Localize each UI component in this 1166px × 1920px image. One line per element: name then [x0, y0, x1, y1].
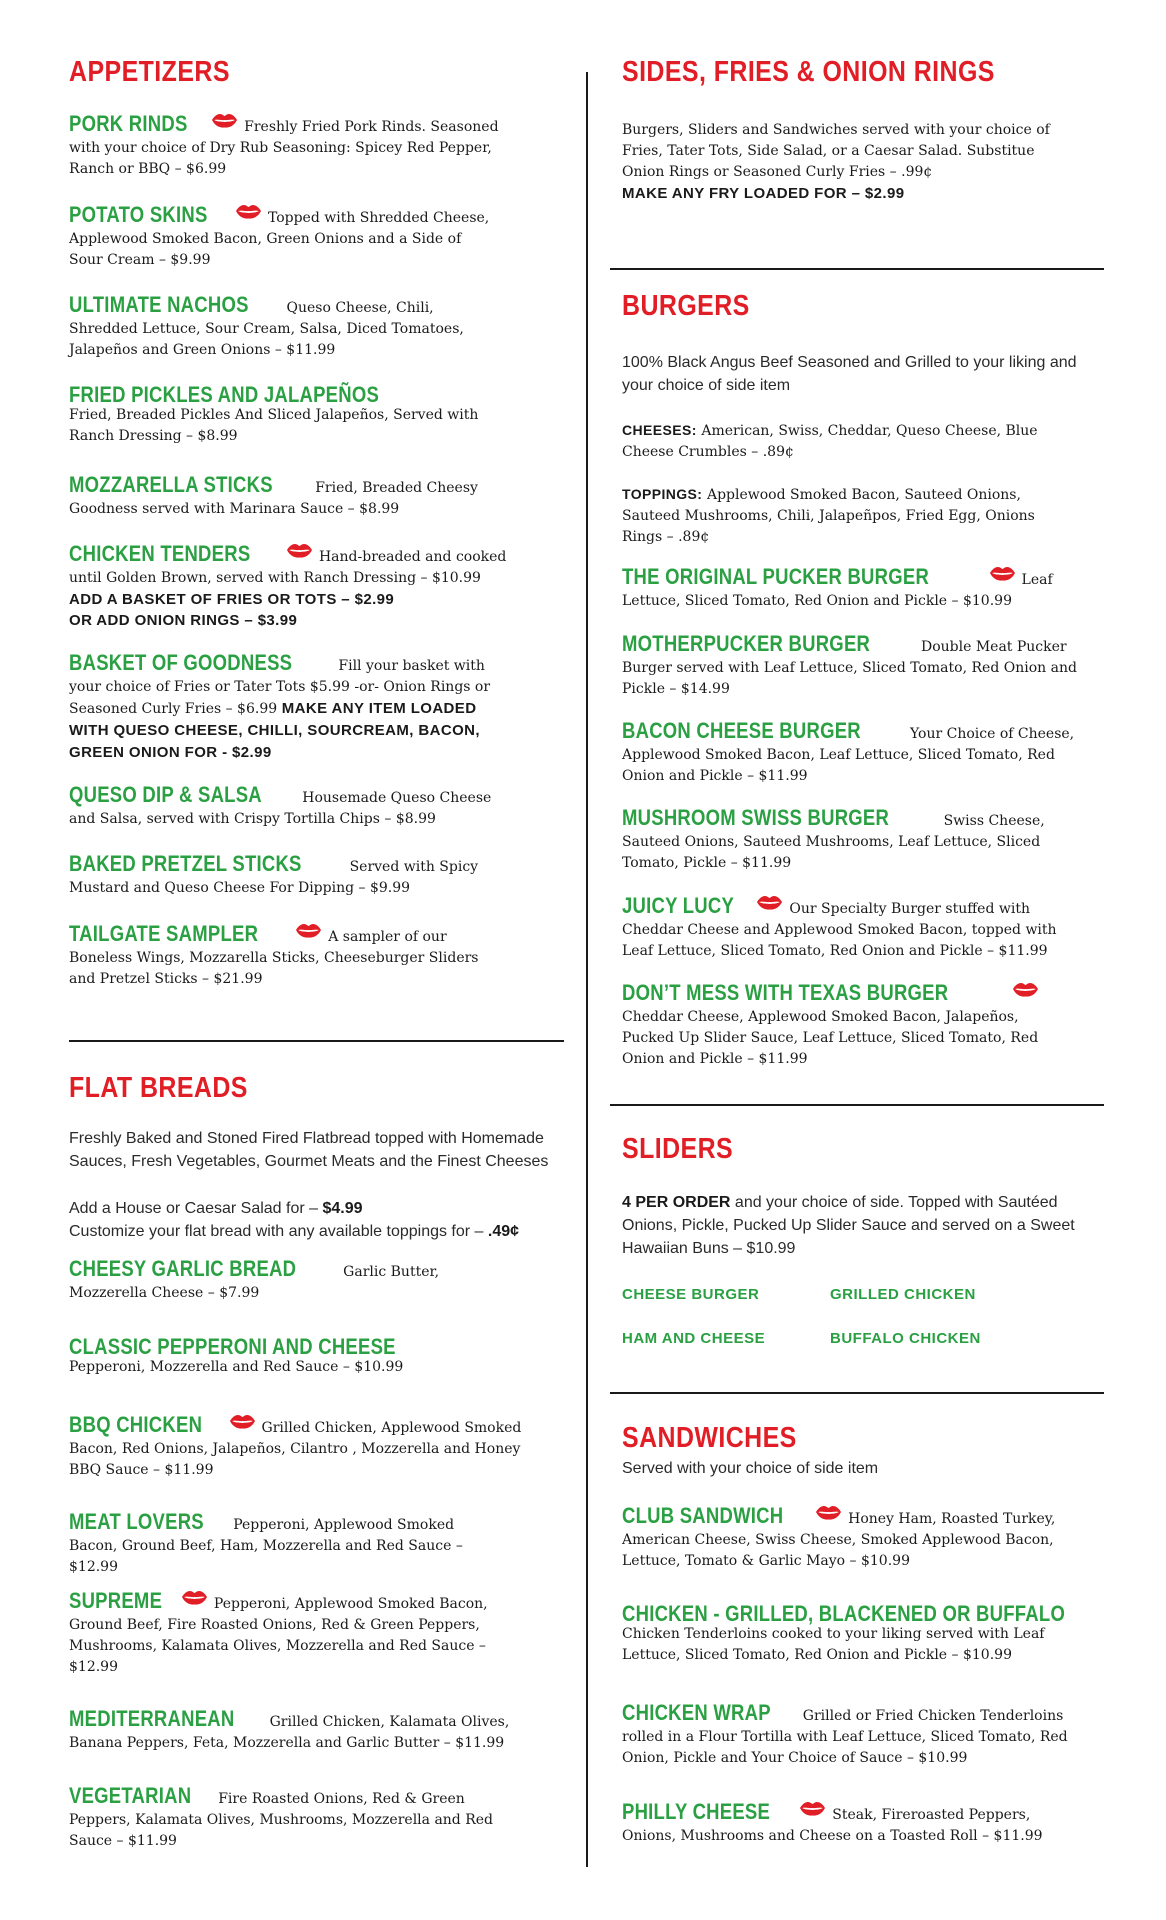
menu-item-meat-lovers	[69, 1511, 499, 1578]
lips-icon	[815, 1504, 842, 1521]
flatbreads-salad-addon	[69, 1197, 549, 1220]
item-name: MEAT LOVERS	[69, 1509, 204, 1534]
salad-addon-text: Add a House or Caesar Salad for –	[69, 1200, 323, 1217]
sandwiches-heading: SANDWICHES	[622, 1422, 797, 1454]
menu-item-dont-mess-with-texas	[622, 981, 1062, 1070]
lips-icon	[1012, 981, 1039, 998]
item-desc: A sampler of our Boneless Wings, Mozzarella Sticks, Cheeseburger Sliders and Pretzel Sticks – $21.99	[69, 929, 479, 987]
item-desc: Grilled or Fried Chicken Tenderloins rolled in a Flour Tortilla with Leaf Lettuce, Sliced Tomato, Red Onion, Pickle and Your Choice of Sauce – $10.99	[622, 1708, 1068, 1766]
item-desc: Grilled Chicken, Applewood Smoked Bacon, Red Onions, Jalapeños, Cilantro , Mozzerella and Honey BBQ Sauce – $11.99	[69, 1420, 522, 1478]
lips-icon	[989, 565, 1016, 582]
slider-option-ham-and-cheese: HAM AND CHEESE	[622, 1330, 766, 1347]
sliders-desc: and your choice of side. Topped with Sautéed Onions, Pickle, Pucked Up Slider Sauce and served on a Sweet Hawaiian Buns – $10.99	[622, 1194, 1075, 1257]
item-name: MUSHROOM SWISS BURGER	[622, 805, 890, 830]
item-name: VEGETARIAN	[69, 1783, 192, 1808]
item-name: PHILLY CHEESE	[622, 1799, 771, 1824]
menu-item-juicy-lucy	[622, 894, 1082, 962]
burgers-toppings	[622, 484, 1042, 548]
slider-option-cheese-burger: CHEESE BURGER	[622, 1286, 760, 1303]
item-name: ULTIMATE NACHOS	[69, 292, 249, 317]
lips-icon	[229, 1413, 256, 1430]
sides-loaded: MAKE ANY FRY LOADED FOR – $2.99	[622, 185, 905, 202]
flatbreads-heading: FLAT BREADS	[69, 1072, 248, 1104]
item-name: FRIED PICKLES AND JALAPEÑOS	[69, 382, 380, 407]
menu-item-classic-pepperoni	[69, 1336, 499, 1378]
item-desc: Topped with Shredded Cheese, Applewood Smoked Bacon, Green Onions and a Side of Sour Cream – $9.99	[69, 210, 490, 268]
item-name: TAILGATE SAMPLER	[69, 921, 259, 946]
item-name: PORK RINDS	[69, 111, 188, 136]
item-desc: Cheddar Cheese, Applewood Smoked Bacon, Jalapeños, Pucked Up Slider Sauce, Leaf Lettuce, Sliced Tomato, Red Onion and Pickle – $11.99	[622, 1009, 1039, 1067]
sides-desc: Burgers, Sliders and Sandwiches served with your choice of Fries, Tater Tots, Side Salad, or a Caesar Salad. Substitue Onion Rings or Seasoned Curly Fries – .99¢	[622, 122, 1050, 180]
item-name: POTATO SKINS	[69, 202, 208, 227]
item-desc: Swiss Cheese, Sauteed Onions, Sauteed Mushrooms, Leaf Lettuce, Sliced Tomato, Pickle – $11.99	[622, 813, 1045, 871]
sandwiches-intro: Served with your choice of side item	[622, 1460, 879, 1477]
menu-item-potato-skins	[69, 203, 499, 271]
item-name: CHICKEN TENDERS	[69, 541, 251, 566]
lips-icon	[756, 894, 783, 911]
item-desc: Fried, Breaded Pickles And Sliced Jalapeños, Served with Ranch Dressing – $8.99	[69, 407, 479, 444]
lips-icon	[799, 1800, 826, 1817]
item-desc: Chicken Tenderloins cooked to your liking served with Leaf Lettuce, Sliced Tomato, Red Onion and Pickle – $10.99	[622, 1626, 1045, 1663]
slider-option-grilled-chicken: GRILLED CHICKEN	[830, 1286, 976, 1303]
section-divider	[610, 1104, 1104, 1106]
appetizers-heading: APPETIZERS	[69, 56, 230, 88]
section-divider	[610, 1392, 1104, 1394]
custom-addon-price: .49¢	[487, 1223, 520, 1240]
sliders-heading: SLIDERS	[622, 1133, 734, 1165]
flatbreads-intro: Freshly Baked and Stoned Fired Flatbread topped with Homemade Sauces, Fresh Vegetables, Gourmet Meats and the Finest Cheeses	[69, 1130, 549, 1170]
menu-item-mushroom-swiss-burger	[622, 807, 1082, 874]
section-divider	[610, 268, 1104, 270]
item-name: BASKET OF GOODNESS	[69, 650, 293, 675]
item-name: THE ORIGINAL PUCKER BURGER	[622, 564, 930, 589]
item-desc: Double Meat Pucker Burger served with Leaf Lettuce, Sliced Tomato, Red Onion and Pickle – $14.99	[622, 639, 1077, 697]
item-desc: Pepperoni, Applewood Smoked Bacon, Ground Beef, Fire Roasted Onions, Red & Green Peppers, Mushrooms, Kalamata Olives, Mozzerella and Red Sauce – $12.99	[69, 1596, 488, 1675]
salad-addon-price: $4.99	[322, 1200, 363, 1217]
item-name: BBQ CHICKEN	[69, 1412, 203, 1437]
lips-icon	[211, 112, 238, 129]
item-desc: Fill your basket with your choice of Fries or Tater Tots $5.99 -or- Onion Rings or Seasoned Curly Fries – $6.99	[69, 658, 491, 717]
menu-item-queso-dip	[69, 784, 499, 830]
sides-description	[622, 120, 1072, 204]
menu-item-ultimate-nachos	[69, 294, 499, 361]
item-name: BAKED PRETZEL STICKS	[69, 851, 302, 876]
item-name: CHICKEN - GRILLED, BLACKENED OR BUFFALO	[622, 1601, 1066, 1626]
menu-item-basket-of-goodness	[69, 652, 519, 764]
menu-item-chicken-wrap	[622, 1702, 1082, 1769]
item-desc: Pepperoni, Applewood Smoked Bacon, Ground Beef, Ham, Mozzerella and Red Sauce – $12.99	[69, 1517, 463, 1575]
item-desc: Housemade Queso Cheese and Salsa, served with Crispy Tortilla Chips – $8.99	[69, 790, 492, 827]
burgers-cheeses	[622, 420, 1042, 463]
lips-icon	[181, 1589, 208, 1606]
cheeses-desc: American, Swiss, Cheddar, Queso Cheese, Blue Cheese Crumbles – .89¢	[622, 423, 1038, 460]
menu-item-original-pucker-burger	[622, 565, 1072, 612]
item-desc: Served with Spicy Mustard and Queso Cheese For Dipping – $9.99	[69, 859, 479, 896]
item-name: CLUB SANDWICH	[622, 1503, 784, 1528]
item-addon: OR ADD ONION RINGS – $3.99	[69, 612, 298, 629]
cheeses-label: CHEESES:	[622, 422, 697, 438]
item-desc: Leaf Lettuce, Sliced Tomato, Red Onion and Pickle – $10.99	[622, 572, 1053, 609]
burgers-heading: BURGERS	[622, 290, 750, 322]
sliders-order-label: 4 PER ORDER	[622, 1194, 731, 1211]
menu-item-philly-cheese	[622, 1800, 1082, 1847]
item-desc: Queso Cheese, Chili, Shredded Lettuce, Sour Cream, Salsa, Diced Tomatoes, Jalapeños and Green Onions – $11.99	[69, 300, 464, 358]
sliders-description	[622, 1191, 1100, 1260]
item-desc: Garlic Butter, Mozzerella Cheese – $7.99	[69, 1264, 440, 1301]
menu-item-mediterranean	[69, 1708, 549, 1754]
item-name: DON’T MESS WITH TEXAS BURGER	[622, 980, 949, 1005]
menu-item-cheesy-garlic-bread	[69, 1258, 499, 1304]
toppings-desc: Applewood Smoked Bacon, Sauteed Onions, Sauteed Mushrooms, Chili, Jalapeñpos, Fried Egg, Onions Rings – .89¢	[622, 487, 1035, 545]
item-desc: Pepperoni, Mozzerella and Red Sauce – $10.99	[69, 1359, 404, 1375]
flatbreads-custom-addon	[69, 1220, 549, 1243]
item-addon: MAKE ANY ITEM LOADED WITH QUESO CHEESE, CHILLI, SOURCREAM, BACON, GREEN ONION FOR - $2.99	[69, 700, 480, 761]
menu-item-chicken-sandwich	[622, 1603, 1082, 1666]
item-name: CHEESY GARLIC BREAD	[69, 1256, 297, 1281]
item-desc: Your Choice of Cheese, Applewood Smoked Bacon, Leaf Lettuce, Sliced Tomato, Red Onion and Pickle – $11.99	[622, 726, 1075, 784]
item-name: BACON CHEESE BURGER	[622, 718, 861, 743]
item-desc: Fire Roasted Onions, Red & Green Peppers, Kalamata Olives, Mushrooms, Mozzerella and Red Sauce – $11.99	[69, 1791, 494, 1849]
item-desc: Fried, Breaded Cheesy Goodness served with Marinara Sauce – $8.99	[69, 480, 478, 517]
item-name: CHICKEN WRAP	[622, 1700, 771, 1725]
item-addon: ADD A BASKET OF FRIES OR TOTS – $2.99	[69, 591, 395, 608]
item-desc: Grilled Chicken, Kalamata Olives, Banana Peppers, Feta, Mozzerella and Garlic Butter – $11.99	[69, 1714, 510, 1751]
menu-item-pork-rinds	[69, 112, 499, 180]
menu-item-vegetarian	[69, 1785, 499, 1852]
menu-item-supreme	[69, 1589, 499, 1678]
item-name: MEDITERRANEAN	[69, 1706, 235, 1731]
item-desc: Honey Ham, Roasted Turkey, American Cheese, Swiss Cheese, Smoked Applewood Bacon, Lettuce, Tomato & Garlic Mayo – $10.99	[622, 1511, 1056, 1569]
item-desc: Steak, Fireroasted Peppers, Onions, Mushrooms and Cheese on a Toasted Roll – $11.99	[622, 1807, 1043, 1844]
item-desc: Our Specialty Burger stuffed with Cheddar Cheese and Applewood Smoked Bacon, topped with Leaf Lettuce, Sliced Tomato, Red Onion and Pickle – $11.99	[622, 901, 1057, 959]
menu-item-mozzarella-sticks	[69, 474, 499, 520]
lips-icon	[295, 922, 322, 939]
menu-item-club-sandwich	[622, 1504, 1072, 1572]
burgers-intro: 100% Black Angus Beef Seasoned and Grilled to your liking and your choice of side item	[622, 354, 1077, 394]
menu-item-fried-pickles	[69, 384, 499, 447]
lips-icon	[235, 203, 262, 220]
item-desc: Hand-breaded and cooked until Golden Brown, served with Ranch Dressing – $10.99	[69, 549, 507, 586]
item-name: MOZZARELLA STICKS	[69, 472, 273, 497]
custom-addon-text: Customize your flat bread with any available toppings for –	[69, 1223, 488, 1240]
menu-item-bacon-cheese-burger	[622, 720, 1082, 787]
sides-heading: SIDES, FRIES & ONION RINGS	[622, 56, 995, 88]
item-name: JUICY LUCY	[622, 893, 735, 918]
lips-icon	[286, 542, 313, 559]
toppings-label: TOPPINGS:	[622, 486, 703, 502]
menu-item-motherpucker-burger	[622, 633, 1082, 700]
item-name: QUESO DIP & SALSA	[69, 782, 262, 807]
menu-item-pretzel-sticks	[69, 853, 499, 899]
item-name: CLASSIC PEPPERONI AND CHEESE	[69, 1334, 396, 1359]
menu-item-tailgate-sampler	[69, 922, 509, 990]
slider-option-buffalo-chicken: BUFFALO CHICKEN	[830, 1330, 981, 1347]
item-desc: Freshly Fried Pork Rinds. Seasoned with your choice of Dry Rub Seasoning: Spicey Red Pepper, Ranch or BBQ – $6.99	[69, 119, 499, 177]
section-divider	[69, 1040, 564, 1042]
item-name: MOTHERPUCKER BURGER	[622, 631, 871, 656]
column-divider	[586, 72, 588, 1867]
menu-item-chicken-tenders	[69, 542, 509, 631]
menu-item-bbq-chicken	[69, 1413, 529, 1481]
item-name: SUPREME	[69, 1588, 163, 1613]
